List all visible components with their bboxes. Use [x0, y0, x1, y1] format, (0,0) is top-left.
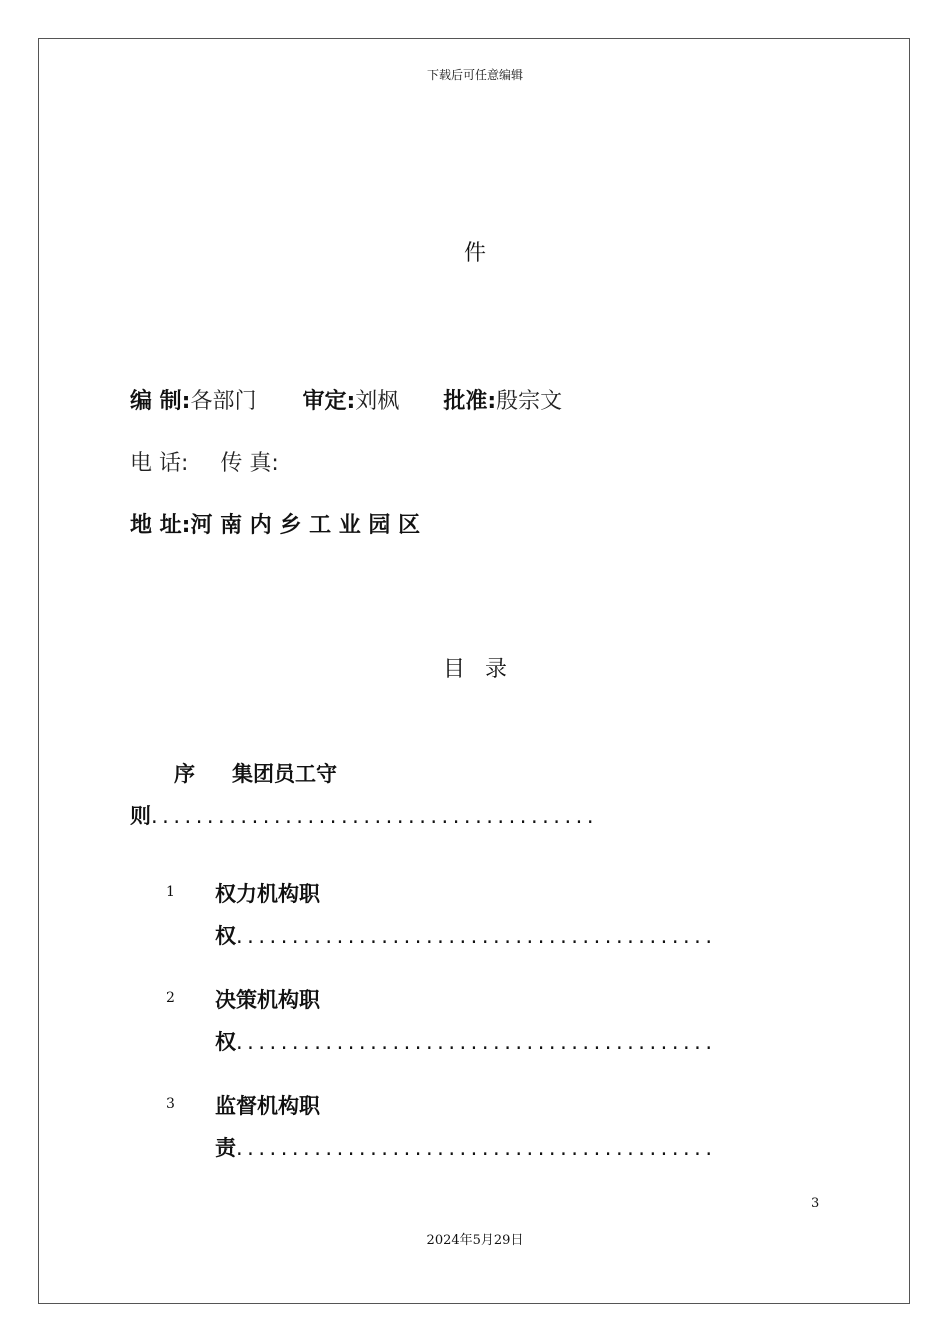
toc-item-number: 2: [166, 990, 175, 1006]
toc-intro-entry[interactable]: [130, 800, 598, 830]
address-label: 地 址:: [130, 513, 191, 538]
approver-label: 批准:: [443, 389, 497, 414]
toc-intro-label: 序: [174, 762, 195, 786]
toc-item-text-line2: 权: [215, 1030, 236, 1054]
toc-item-text-line2: 权: [215, 924, 236, 948]
footer-date: 2024年5月29日: [426, 1233, 524, 1248]
page-number: 3: [811, 1196, 820, 1211]
toc-item-number: 1: [166, 884, 175, 900]
document-title-fragment: 件: [463, 241, 486, 266]
toc-item-entry[interactable]: [215, 920, 717, 950]
info-line-address: [130, 508, 420, 539]
toc-item-text-line1: 监督机构职: [215, 1094, 320, 1118]
toc-item-text-line2: 责: [215, 1136, 236, 1160]
reviewer-label: 审定:: [302, 389, 356, 414]
address-value: 河 南 内 乡 工 业 园 区: [190, 513, 421, 538]
toc-item-entry[interactable]: [215, 1132, 717, 1162]
header-note: 下载后可任意编辑: [426, 68, 523, 82]
phone-label: 电 话:: [130, 451, 189, 476]
compiler-value: 各部门: [190, 389, 257, 414]
approver-value: 殷宗文: [496, 389, 563, 414]
toc-intro-dots: ........................................: [151, 804, 599, 828]
toc-title: 目录: [442, 657, 527, 682]
toc-intro-text-line1: 集团员工守: [232, 762, 337, 786]
fax-label: 传 真:: [220, 451, 279, 476]
info-line-contact: [130, 446, 279, 477]
toc-item-dots: ...........................................: [236, 1136, 717, 1160]
toc-intro-text-line2: 则: [130, 804, 151, 828]
reviewer-value: 刘枫: [355, 389, 400, 414]
toc-item-number: 3: [166, 1096, 175, 1112]
toc-item-dots: ...........................................: [236, 1030, 717, 1054]
compiler-label: 编 制:: [130, 389, 191, 414]
toc-item-dots: ...........................................: [236, 924, 717, 948]
toc-item-text-line1: 权力机构职: [215, 882, 320, 906]
info-line-authors: [130, 384, 562, 415]
toc-item-text-line1: 决策机构职: [215, 988, 320, 1012]
toc-item-entry[interactable]: [215, 1026, 717, 1056]
